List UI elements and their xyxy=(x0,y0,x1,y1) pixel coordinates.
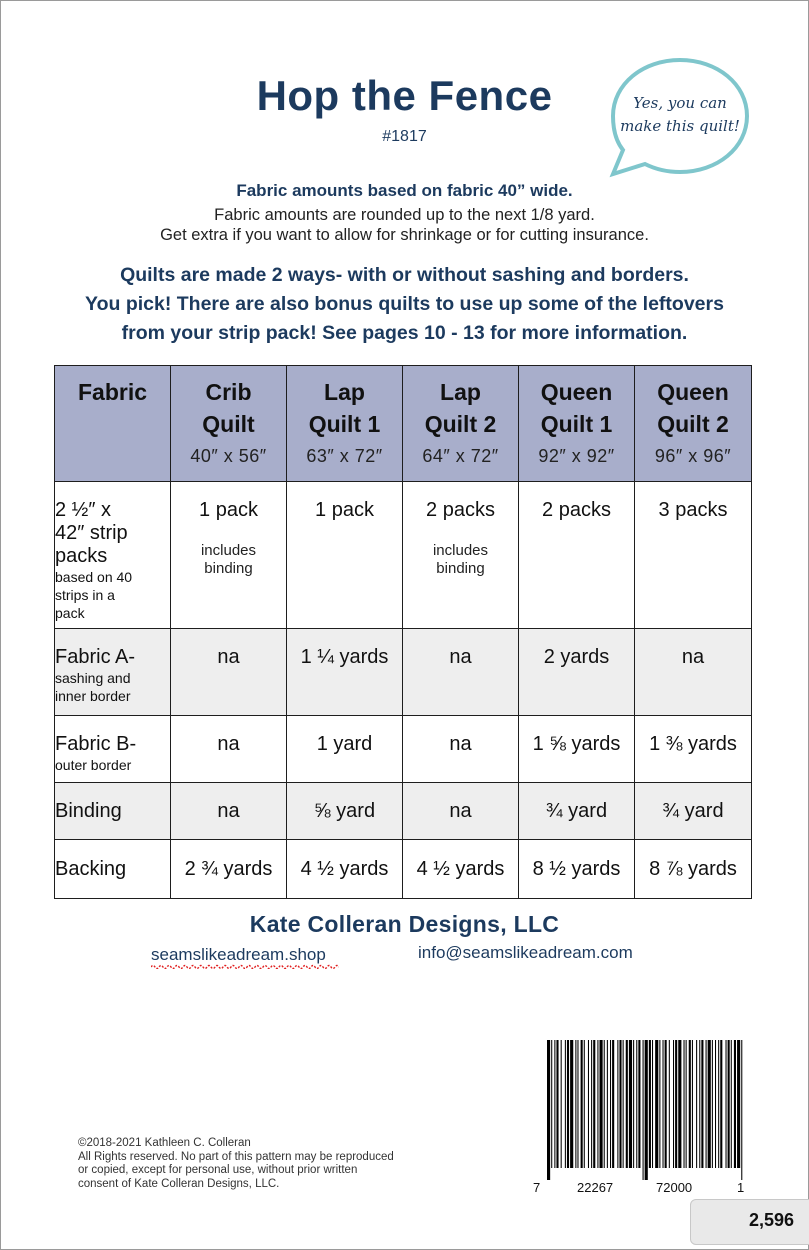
barcode-bar xyxy=(636,1040,637,1168)
bubble-line-2: make this quilt! xyxy=(620,117,740,135)
header-lap-quilt-1 xyxy=(287,366,403,482)
cell-block xyxy=(287,482,402,522)
cell-block xyxy=(519,482,634,522)
cell-value: 1 ⅜ yards xyxy=(649,733,737,755)
cell-value: 1 pack xyxy=(315,499,374,521)
barcode-bar xyxy=(561,1040,562,1168)
header-col-name xyxy=(171,376,286,440)
row-label-line: Fabric B- xyxy=(55,733,137,755)
barcode-bar xyxy=(633,1040,634,1168)
barcode-bar xyxy=(696,1040,697,1168)
page-title: Hop the Fence xyxy=(256,72,553,119)
fabric-note-line-2: Get extra if you want to allow for shrinkage or for cutting insurance. xyxy=(160,226,649,244)
header-col-name xyxy=(519,376,634,440)
table-row-fabric-b xyxy=(55,716,752,783)
table-cell xyxy=(403,629,519,716)
row-label-line: Fabric A- xyxy=(55,646,136,668)
table-cell xyxy=(635,629,752,716)
barcode-bar xyxy=(675,1040,677,1168)
barcode-bar xyxy=(737,1040,740,1168)
barcode-bar xyxy=(726,1040,727,1168)
cell-value: 1 yard xyxy=(316,733,373,755)
row-label-backing xyxy=(55,840,171,899)
table-cell: na xyxy=(403,783,519,840)
barcode-bar xyxy=(706,1040,707,1168)
row-label-block xyxy=(55,629,170,705)
row-label-line: Binding xyxy=(55,799,122,822)
email-link[interactable]: info@seamslikeadream.com xyxy=(418,943,633,962)
spellcheck-underline xyxy=(151,964,339,969)
barcode-bar xyxy=(689,1040,691,1168)
bubble-line-1: Yes, you can xyxy=(633,94,727,112)
barcode-bar xyxy=(593,1040,595,1168)
barcode-bar xyxy=(567,1040,569,1168)
header-col-name xyxy=(287,376,402,440)
barcode-bar xyxy=(575,1040,576,1168)
header-col-size: 63″ x 72″ xyxy=(306,446,383,466)
table-cell: 8 ⅞ yards xyxy=(635,840,752,899)
row-label-binding xyxy=(55,783,171,840)
barcode-bar xyxy=(610,1040,611,1168)
row-label-line: packs xyxy=(55,545,108,567)
row-label-line: 42″ strip xyxy=(55,522,128,544)
cell-value: na xyxy=(681,646,705,668)
copyright-line: All Rights reserved. No part of this pattern may be reproduced xyxy=(78,1150,394,1163)
table-cell: 4 ½ yards xyxy=(403,840,519,899)
table-cell: ⅝ yard xyxy=(287,783,403,840)
header-col-line2: Quilt 1 xyxy=(308,411,381,437)
barcode-bar xyxy=(551,1040,552,1168)
barcode-bar xyxy=(665,1040,667,1168)
row-sublabel-line: inner border xyxy=(55,688,131,704)
header-col-name xyxy=(403,376,518,440)
header-col-size: 96″ x 96″ xyxy=(654,446,732,466)
barcode-bar xyxy=(581,1040,583,1168)
table-cell xyxy=(519,629,635,716)
cell-note: includes binding xyxy=(200,542,257,577)
barcode-bar xyxy=(597,1040,598,1168)
barcode-bar xyxy=(731,1040,732,1168)
barcode-bar xyxy=(619,1040,621,1168)
table-cell xyxy=(403,716,519,783)
table-cell: 8 ½ yards xyxy=(519,840,635,899)
cell-value: 2 packs xyxy=(426,499,495,521)
barcode-bar xyxy=(547,1040,550,1180)
table-cell xyxy=(287,716,403,783)
barcode-bar xyxy=(663,1040,664,1168)
fabric-note-line-1: Fabric amounts are rounded up to the next 1/8 yard. xyxy=(214,206,595,224)
row-label-block xyxy=(55,482,170,622)
barcode-bar xyxy=(643,1040,644,1180)
header-queen-quilt-1 xyxy=(519,366,635,482)
barcode-bar xyxy=(612,1040,614,1168)
fabric-requirements-table xyxy=(54,365,752,899)
table-cell xyxy=(519,482,635,629)
header-col-line1: Lap xyxy=(324,379,365,405)
barcode-bar xyxy=(734,1040,736,1168)
row-label-line: Backing xyxy=(55,857,127,880)
barcode-bar xyxy=(645,1040,648,1180)
cell-value: na xyxy=(217,646,240,668)
barcode-bar xyxy=(655,1040,658,1168)
table-cell: na xyxy=(171,783,287,840)
table-cell xyxy=(287,482,403,629)
barcode-bar xyxy=(623,1040,624,1168)
cell-block xyxy=(403,482,518,578)
cell-value: 1 ⅝ yards xyxy=(532,733,621,755)
copyright-line: ©2018-2021 Kathleen C. Colleran xyxy=(78,1137,251,1149)
barcode-bar xyxy=(728,1040,730,1168)
table-row-backing xyxy=(55,840,752,899)
pattern-number: #1817 xyxy=(382,128,427,145)
header-fabric xyxy=(55,366,171,482)
cell-value: na xyxy=(449,646,472,668)
table-cell xyxy=(171,716,287,783)
barcode-bar xyxy=(570,1040,573,1168)
barcode-bar xyxy=(565,1040,566,1168)
copyright-line: or copied, except for personal use, without prior written xyxy=(78,1164,358,1176)
barcode-bar xyxy=(669,1040,670,1168)
company-name: Kate Colleran Designs, LLC xyxy=(249,911,560,937)
row-sublabel-line: strips in a xyxy=(55,587,115,603)
barcode-digits-left: 22267 xyxy=(577,1180,614,1195)
table-cell xyxy=(403,482,519,629)
barcode-bar xyxy=(678,1040,681,1168)
barcode-bar xyxy=(649,1040,651,1168)
table-cell xyxy=(287,629,403,716)
barcode-bar xyxy=(638,1040,640,1168)
barcode-bar xyxy=(659,1040,660,1168)
barcode-digit-first: 7 xyxy=(533,1180,541,1195)
row-label-fabric-b xyxy=(55,716,171,783)
table-cell xyxy=(635,716,752,783)
table-cell: ¾ yard xyxy=(635,783,752,840)
barcode-bar xyxy=(588,1040,589,1168)
cell-value: 2 yards xyxy=(543,646,610,668)
barcode-bar xyxy=(617,1040,618,1168)
barcode-bar xyxy=(556,1040,558,1168)
website-link[interactable]: seamslikeadream.shop xyxy=(151,945,326,964)
header-col-line2: Quilt 2 xyxy=(657,411,729,437)
row-label-block xyxy=(55,716,170,774)
header-col-name xyxy=(635,376,751,440)
barcode-bar xyxy=(652,1040,653,1168)
header-col-line2: Quilt 2 xyxy=(424,411,497,437)
cell-value: 1 pack xyxy=(199,499,258,521)
quilt-note-line-2: You pick! There are also bonus quilts to use up some of the leftovers xyxy=(85,293,724,315)
table-row-fabric-a xyxy=(55,629,752,716)
barcode-bar xyxy=(741,1040,742,1180)
barcode-bar xyxy=(577,1040,578,1168)
table-row-binding xyxy=(55,783,752,840)
header-col-size: 64″ x 72″ xyxy=(422,446,499,466)
header-crib-quilt xyxy=(171,366,287,482)
header-col-line1: Queen xyxy=(657,379,729,405)
barcode-bar xyxy=(673,1040,674,1168)
barcode-bar xyxy=(686,1040,687,1168)
header-col-line2: Quilt 1 xyxy=(540,411,613,437)
barcode-bar xyxy=(712,1040,713,1168)
cell-note: includes binding xyxy=(432,542,489,577)
header-queen-quilt-2 xyxy=(635,366,752,482)
copyright-line: consent of Kate Colleran Designs, LLC. xyxy=(78,1177,280,1190)
header-col-size: 40″ x 56″ xyxy=(190,446,267,466)
row-label-line: 2 ½″ x xyxy=(55,499,111,521)
fabric-note-heading: Fabric amounts based on fabric 40” wide. xyxy=(236,181,573,200)
header-col-line2: Quilt xyxy=(202,411,255,437)
cell-block xyxy=(171,482,286,578)
table-header-row xyxy=(55,366,752,482)
barcode-bar xyxy=(626,1040,628,1168)
header-col-size: 92″ x 92″ xyxy=(538,446,615,466)
cell-value: 2 packs xyxy=(542,499,611,521)
barcode-bar xyxy=(699,1040,700,1168)
row-sublabel-line: based on 40 xyxy=(55,569,133,585)
table-cell: 2 ¾ yards xyxy=(171,840,287,899)
copyright-notice xyxy=(78,1137,438,1191)
barcode-bar xyxy=(554,1040,555,1168)
header-col-line1: Lap xyxy=(440,379,481,405)
barcode-bar xyxy=(604,1040,605,1168)
barcode-bar xyxy=(629,1040,632,1168)
table-cell: ¾ yard xyxy=(519,783,635,840)
cell-block xyxy=(635,482,751,522)
barcode-bar xyxy=(684,1040,685,1168)
table-cell: 4 ½ yards xyxy=(287,840,403,899)
barcode-bar xyxy=(607,1040,608,1168)
barcode-icon xyxy=(545,1040,745,1180)
row-sublabel-line: sashing and xyxy=(55,670,131,686)
counter-value: 2,596 xyxy=(749,1210,795,1230)
bubble-text xyxy=(613,92,747,138)
row-sublabel-line: pack xyxy=(55,605,85,621)
header-fabric-label: Fabric xyxy=(77,379,148,405)
barcode-bar xyxy=(720,1040,722,1168)
barcode-bar xyxy=(715,1040,716,1168)
table-cell xyxy=(171,482,287,629)
quilt-note-line-3: from your strip pack! See pages 10 - 13 for more information. xyxy=(121,322,688,344)
header-col-line1: Crib xyxy=(205,379,252,405)
cell-value: 1 ¼ yards xyxy=(300,646,389,668)
row-sublabel-line: outer border xyxy=(55,757,132,773)
cell-value: na xyxy=(217,733,240,755)
table-cell xyxy=(519,716,635,783)
row-label-fabric-a xyxy=(55,629,171,716)
table-row-strip-packs xyxy=(55,482,752,629)
barcode-bar xyxy=(708,1040,711,1168)
barcode-digit-last: 1 xyxy=(737,1180,745,1195)
table-cell xyxy=(171,629,287,716)
barcode-bar xyxy=(718,1040,719,1168)
barcode-digits-right: 72000 xyxy=(656,1180,693,1195)
barcode-bar xyxy=(584,1040,585,1168)
barcode-bar xyxy=(591,1040,592,1168)
header-col-line1: Queen xyxy=(540,379,613,405)
barcode-bar xyxy=(600,1040,603,1168)
row-label-strip-packs xyxy=(55,482,171,629)
header-lap-quilt-2 xyxy=(403,366,519,482)
quilt-note-line-1: Quilts are made 2 ways- with or without sashing and borders. xyxy=(120,264,689,286)
cell-value: 3 packs xyxy=(658,499,728,521)
barcode-bar xyxy=(701,1040,703,1168)
table-cell xyxy=(635,482,752,629)
barcode-bar xyxy=(692,1040,693,1168)
cell-value: na xyxy=(449,733,472,755)
